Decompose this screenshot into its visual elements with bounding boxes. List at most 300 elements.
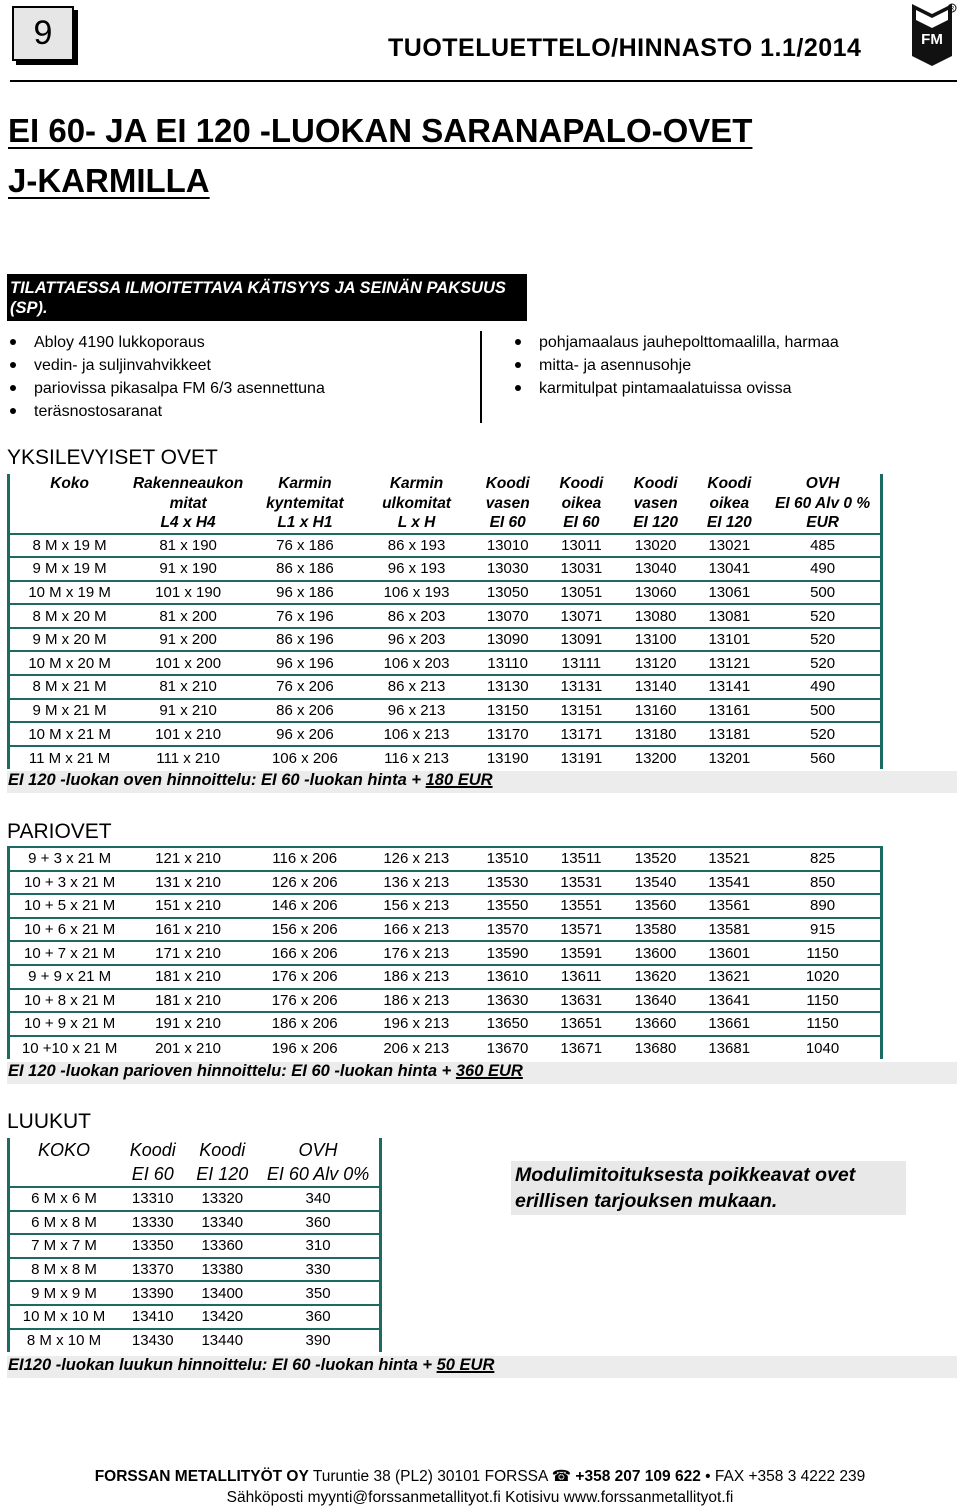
table-cell: 176 x 206 [247, 965, 363, 989]
table-cell: 86 x 196 [247, 628, 363, 652]
table-cell: 360 [257, 1211, 380, 1235]
table-cell: 8 M x 10 M [9, 1329, 119, 1353]
column-header-line: Koko [50, 475, 89, 492]
table-cell: 91 x 210 [129, 699, 247, 723]
column-header: OVH [257, 1138, 380, 1162]
main-title-line-1: EI 60- JA EI 120 -LUOKAN SARANAPALO-OVET [8, 112, 753, 149]
table-cell: 13521 [693, 847, 765, 871]
table-cell: 13531 [545, 871, 618, 895]
table-cell: 13161 [693, 699, 765, 723]
table-cell: 131 x 210 [129, 871, 247, 895]
table-cell: 13091 [545, 628, 618, 652]
table-cell: 13601 [693, 941, 765, 965]
single-doors-table [7, 474, 883, 769]
footer-line-1 [0, 1466, 960, 1487]
table-cell: 156 x 213 [362, 894, 470, 918]
table-cell: 116 x 206 [247, 847, 363, 871]
column-header-line: vasen [485, 494, 530, 512]
table-cell: 201 x 210 [129, 1036, 247, 1060]
table-cell: 13651 [545, 1012, 618, 1036]
table-cell: 8 M x 21 M [9, 675, 130, 699]
column-header-line: Koodi [707, 475, 752, 492]
table-cell: 500 [765, 699, 881, 723]
table-cell: 81 x 200 [129, 604, 247, 628]
column-header-line: EI 60 [563, 514, 600, 531]
table-cell: 7 M x 7 M [9, 1234, 119, 1258]
features-right-list [513, 331, 839, 400]
column-header-line: oikea [561, 494, 602, 512]
feature-item: mitta- ja asennusohje [513, 354, 839, 377]
column-header-line: Karmin [278, 475, 332, 492]
table-cell: 13130 [470, 675, 545, 699]
table-cell: 520 [765, 722, 881, 746]
table-cell: 1150 [765, 1012, 881, 1036]
table-cell: 91 x 190 [129, 557, 247, 581]
table-row [9, 534, 882, 558]
table-cell: 10 M x 19 M [9, 581, 130, 605]
column-header [765, 474, 881, 534]
table-cell: 96 x 186 [247, 581, 363, 605]
table-cell: 13340 [188, 1211, 258, 1235]
table-cell: 13051 [545, 581, 618, 605]
table-cell: 13390 [118, 1281, 188, 1305]
column-header-line: Koodi [633, 475, 678, 492]
table-row [9, 722, 882, 746]
column-header [545, 474, 618, 534]
table-cell: 86 x 193 [363, 534, 471, 558]
table-cell: 106 x 203 [363, 651, 471, 675]
table-cell: 101 x 190 [129, 581, 247, 605]
table-cell: 8 M x 19 M [9, 534, 130, 558]
footer-phone: +358 207 109 622 [575, 1468, 701, 1485]
table-cell: 9 + 9 x 21 M [9, 965, 130, 989]
column-header-line: Rakenneaukon [132, 475, 244, 492]
table-cell: 13171 [545, 722, 618, 746]
features-divider [480, 331, 482, 423]
table-cell: 13190 [470, 746, 545, 770]
column-header: KOKO [9, 1138, 119, 1162]
table-cell: 8 M x 20 M [9, 604, 130, 628]
table-cell: 76 x 186 [247, 534, 363, 558]
table-cell: 340 [257, 1187, 380, 1211]
table-row [9, 675, 882, 699]
table-cell: 156 x 206 [247, 918, 363, 942]
table-cell: 1040 [765, 1036, 881, 1060]
table-row [9, 1211, 381, 1235]
table-cell: 10 + 9 x 21 M [9, 1012, 130, 1036]
table-cell: 186 x 206 [247, 1012, 363, 1036]
features-left-list [8, 331, 325, 423]
table-cell: 13660 [618, 1012, 694, 1036]
table-row [9, 699, 882, 723]
table-cell: 13071 [545, 604, 618, 628]
table-cell: 176 x 213 [362, 941, 470, 965]
table-cell: 13011 [545, 534, 618, 558]
table-cell: 13141 [693, 675, 765, 699]
page-number: 9 [33, 14, 53, 52]
column-header-line: mitat [169, 494, 207, 512]
table-row [9, 847, 882, 871]
table-cell: 13120 [618, 651, 694, 675]
column-header: Koodi [199, 1140, 246, 1160]
table-cell: 13571 [545, 918, 618, 942]
table-cell: 76 x 206 [247, 675, 363, 699]
table-cell: 13550 [470, 894, 545, 918]
column-header: EI 60 Alv 0% [257, 1162, 380, 1187]
footer-line-2: Sähköposti myynti@forssanmetallityot.fi Kotisivu www.forssanmetallityot.fi [226, 1489, 734, 1506]
table-cell: 13070 [470, 604, 545, 628]
table-cell: 13111 [545, 651, 618, 675]
table-cell: 111 x 210 [129, 746, 247, 770]
column-header [363, 474, 471, 534]
table-cell: 13121 [693, 651, 765, 675]
footer-address: Turuntie 38 (PL2) 30101 FORSSA [308, 1468, 552, 1485]
column-header: EI 60 [131, 1164, 174, 1184]
table-cell: 13031 [545, 557, 618, 581]
table-cell: 13621 [693, 965, 765, 989]
table-cell: 1150 [765, 941, 881, 965]
column-header-line: L x H [397, 514, 436, 531]
table-row [9, 1036, 882, 1060]
column-header-line: L4 x H4 [160, 514, 216, 531]
table-cell: 86 x 186 [247, 557, 363, 581]
table-cell: 520 [765, 651, 881, 675]
column-header-line: EI 60 Alv 0 % [775, 494, 871, 512]
column-header [9, 1162, 119, 1187]
table-cell: 96 x 206 [247, 722, 363, 746]
hatch-header-row [9, 1162, 381, 1187]
double-note-text: EI 120 -luokan parioven hinnoittelu: EI 60 -luokan hinta + [8, 1062, 456, 1080]
table-cell: 10 + 5 x 21 M [9, 894, 130, 918]
feature-item: pariovissa pikasalpa FM 6/3 asennettuna [8, 377, 325, 400]
table-cell: 13140 [618, 675, 694, 699]
table-cell: 13581 [693, 918, 765, 942]
table-cell: 176 x 206 [247, 989, 363, 1013]
hatches-note-text: EI120 -luokan luukun hinnoittelu: EI 60 -luokan hinta + [8, 1356, 437, 1374]
order-notice: TILATTAESSA ILMOITETTAVA KÄTISYYS JA SEINÄN PAKSUUS (SP). [7, 274, 527, 321]
table-cell: 106 x 213 [363, 722, 471, 746]
double-doors-heading: PARIOVET [7, 820, 112, 843]
table-cell: 13310 [118, 1187, 188, 1211]
table-cell: 96 x 196 [247, 651, 363, 675]
table-cell: 825 [765, 847, 881, 871]
table-row [9, 604, 882, 628]
table-cell: 9 M x 19 M [9, 557, 130, 581]
hatches-heading: LUUKUT [7, 1110, 92, 1133]
table-cell: 81 x 190 [129, 534, 247, 558]
table-cell: 13641 [693, 989, 765, 1013]
table-cell: 10 + 7 x 21 M [9, 941, 130, 965]
column-header [129, 474, 247, 534]
table-cell: 13320 [188, 1187, 258, 1211]
single-doors-pricing-note [7, 771, 957, 793]
table-cell: 13010 [470, 534, 545, 558]
table-cell: 13590 [470, 941, 545, 965]
footer [0, 1466, 960, 1508]
table-cell: 13400 [188, 1281, 258, 1305]
table-cell: 6 M x 8 M [9, 1211, 119, 1235]
table-cell: 186 x 213 [362, 989, 470, 1013]
table-cell: 520 [765, 604, 881, 628]
table-cell: 1150 [765, 989, 881, 1013]
feature-item: vedin- ja suljinvahvikkeet [8, 354, 325, 377]
hatches-note-price: 50 EUR [436, 1356, 495, 1374]
table-cell: 126 x 213 [362, 847, 470, 871]
table-cell: 13170 [470, 722, 545, 746]
table-cell: 121 x 210 [129, 847, 247, 871]
double-doors-pricing-note [7, 1062, 957, 1084]
table-cell: 850 [765, 871, 881, 895]
table-cell: 13610 [470, 965, 545, 989]
table-row [9, 894, 882, 918]
table-cell: 13131 [545, 675, 618, 699]
single-note-price: 180 EUR [425, 771, 493, 789]
table-cell: 196 x 213 [362, 1012, 470, 1036]
table-cell: 13670 [470, 1036, 545, 1060]
table-cell: 350 [257, 1281, 380, 1305]
table-cell: 116 x 213 [363, 746, 471, 770]
table-cell: 13101 [693, 628, 765, 652]
table-cell: 10 +10 x 21 M [9, 1036, 130, 1060]
column-header-line: kyntemitat [266, 494, 344, 512]
table-cell: 9 M x 20 M [9, 628, 130, 652]
table-cell: 13530 [470, 871, 545, 895]
table-cell: 9 + 3 x 21 M [9, 847, 130, 871]
table-cell: 13541 [693, 871, 765, 895]
table-cell: 13650 [470, 1012, 545, 1036]
column-header-line: vasen [633, 494, 678, 512]
table-cell: 13370 [118, 1258, 188, 1282]
column-header-line: EI 120 [706, 514, 752, 531]
feature-item: karmitulpat pintamaalatuissa ovissa [513, 377, 839, 400]
table-cell: 161 x 210 [129, 918, 247, 942]
table-cell: 13551 [545, 894, 618, 918]
table-cell: 13681 [693, 1036, 765, 1060]
table-cell: 13510 [470, 847, 545, 871]
table-cell: 13671 [545, 1036, 618, 1060]
table-cell: 13360 [188, 1234, 258, 1258]
table-cell: 13620 [618, 965, 694, 989]
feature-item: pohjamaalaus jauhepolttomaalilla, harmaa [513, 331, 839, 354]
table-cell: 13181 [693, 722, 765, 746]
table-cell: 13180 [618, 722, 694, 746]
main-title-line-2: J-KARMILLA [8, 162, 210, 199]
table-cell: 13100 [618, 628, 694, 652]
footer-company: FORSSAN METALLITYÖT OY [94, 1468, 309, 1485]
table-cell: 181 x 210 [129, 989, 247, 1013]
table-row [9, 941, 882, 965]
table-cell: 96 x 193 [363, 557, 471, 581]
modular-notice: Modulimitoituksesta poikkeavat ovet erillisen tarjouksen mukaan. [511, 1161, 906, 1215]
phone-icon: ☎ [551, 1468, 572, 1485]
table-cell: 13060 [618, 581, 694, 605]
hatch-header-row [9, 1138, 381, 1162]
table-cell: 13191 [545, 746, 618, 770]
table-cell: 13611 [545, 965, 618, 989]
table-cell: 13150 [470, 699, 545, 723]
svg-text:R: R [949, 6, 955, 13]
table-cell: 490 [765, 557, 881, 581]
hatches-table [7, 1138, 382, 1352]
table-cell: 136 x 213 [362, 871, 470, 895]
table-cell: 13080 [618, 604, 694, 628]
column-header-line: L1 x H1 [277, 514, 333, 531]
hatches-pricing-note [7, 1356, 957, 1378]
single-table-header [9, 474, 882, 534]
table-cell: 500 [765, 581, 881, 605]
column-header: Koodi [129, 1140, 176, 1160]
table-row [9, 746, 882, 770]
table-cell: 151 x 210 [129, 894, 247, 918]
table-cell: 13110 [470, 651, 545, 675]
column-header [693, 474, 765, 534]
table-cell: 10 M x 20 M [9, 651, 130, 675]
table-cell: 171 x 210 [129, 941, 247, 965]
table-row [9, 651, 882, 675]
table-cell: 13201 [693, 746, 765, 770]
table-cell: 13631 [545, 989, 618, 1013]
table-cell: 13570 [470, 918, 545, 942]
page-number-box [12, 6, 74, 61]
table-row [9, 965, 882, 989]
column-header [247, 474, 363, 534]
table-cell: 490 [765, 675, 881, 699]
table-cell: 13030 [470, 557, 545, 581]
table-cell: 81 x 210 [129, 675, 247, 699]
table-row [9, 557, 882, 581]
table-cell: 186 x 213 [362, 965, 470, 989]
single-doors-heading: YKSILEVYISET OVET [7, 446, 218, 469]
table-cell: 10 + 3 x 21 M [9, 871, 130, 895]
column-header-line: EI 120 [633, 514, 679, 531]
column-header-line: EI 60 [489, 514, 526, 531]
table-cell: 13040 [618, 557, 694, 581]
table-cell: 13090 [470, 628, 545, 652]
table-cell: 10 M x 10 M [9, 1305, 119, 1329]
table-cell: 13430 [118, 1329, 188, 1353]
table-row [9, 1281, 381, 1305]
table-cell: 13020 [618, 534, 694, 558]
table-row [9, 1305, 381, 1329]
table-cell: 13630 [470, 989, 545, 1013]
double-doors-table [7, 846, 883, 1059]
table-row [9, 871, 882, 895]
table-cell: 8 M x 8 M [9, 1258, 119, 1282]
table-cell: 6 M x 6 M [9, 1187, 119, 1211]
table-cell: 196 x 206 [247, 1036, 363, 1060]
table-cell: 13350 [118, 1234, 188, 1258]
column-header-line: Koodi [559, 475, 604, 492]
table-row [9, 1012, 882, 1036]
table-cell: 13021 [693, 534, 765, 558]
table-row [9, 918, 882, 942]
feature-item: Abloy 4190 lukkoporaus [8, 331, 325, 354]
table-cell: 11 M x 21 M [9, 746, 130, 770]
table-cell: 13540 [618, 871, 694, 895]
table-cell: 86 x 203 [363, 604, 471, 628]
table-cell: 13680 [618, 1036, 694, 1060]
table-cell: 13640 [618, 989, 694, 1013]
table-row [9, 628, 882, 652]
table-cell: 13041 [693, 557, 765, 581]
table-cell: 126 x 206 [247, 871, 363, 895]
table-cell: 9 M x 9 M [9, 1281, 119, 1305]
table-cell: 96 x 203 [363, 628, 471, 652]
column-header-line: OVH [805, 475, 840, 492]
feature-item: teräsnostosaranat [8, 400, 325, 423]
table-cell: 13200 [618, 746, 694, 770]
table-cell: 1020 [765, 965, 881, 989]
logo-text: FM [921, 31, 943, 48]
double-note-price: 360 EUR [455, 1062, 523, 1080]
table-cell: 915 [765, 918, 881, 942]
table-cell: 10 + 6 x 21 M [9, 918, 130, 942]
table-row [9, 581, 882, 605]
table-row [9, 1187, 381, 1211]
column-header [470, 474, 545, 534]
table-cell: 10 M x 21 M [9, 722, 130, 746]
document-title: TUOTELUETTELO/HINNASTO 1.1/2014 [388, 34, 862, 62]
table-cell: 166 x 213 [362, 918, 470, 942]
fm-logo-icon [906, 0, 958, 66]
table-cell: 13380 [188, 1258, 258, 1282]
table-cell: 91 x 200 [129, 628, 247, 652]
column-header-line: oikea [709, 494, 750, 512]
company-logo [906, 0, 958, 66]
table-cell: 13420 [188, 1305, 258, 1329]
table-cell: 9 M x 21 M [9, 699, 130, 723]
table-cell: 86 x 213 [363, 675, 471, 699]
table-cell: 13440 [188, 1329, 258, 1353]
table-cell: 76 x 196 [247, 604, 363, 628]
table-cell: 13410 [118, 1305, 188, 1329]
table-cell: 890 [765, 894, 881, 918]
table-cell: 13050 [470, 581, 545, 605]
table-cell: 13520 [618, 847, 694, 871]
table-cell: 485 [765, 534, 881, 558]
table-cell: 520 [765, 628, 881, 652]
table-cell: 330 [257, 1258, 380, 1282]
table-cell: 13330 [118, 1211, 188, 1235]
footer-fax: • FAX +358 3 4222 239 [700, 1468, 866, 1485]
table-cell: 206 x 213 [362, 1036, 470, 1060]
table-cell: 13561 [693, 894, 765, 918]
single-note-text: EI 120 -luokan oven hinnoittelu: EI 60 -luokan hinta + [8, 771, 426, 789]
column-header [618, 474, 694, 534]
column-header: EI 120 [196, 1164, 249, 1184]
column-header-line: Koodi [485, 475, 530, 492]
table-cell: 146 x 206 [247, 894, 363, 918]
table-cell: 101 x 200 [129, 651, 247, 675]
column-header-line: EUR [806, 514, 839, 531]
table-cell: 181 x 210 [129, 965, 247, 989]
table-cell: 101 x 210 [129, 722, 247, 746]
table-cell: 106 x 206 [247, 746, 363, 770]
table-cell: 106 x 193 [363, 581, 471, 605]
table-cell: 13160 [618, 699, 694, 723]
table-cell: 13151 [545, 699, 618, 723]
column-header [9, 474, 130, 534]
table-cell: 13591 [545, 941, 618, 965]
header-rule [10, 80, 957, 82]
table-cell: 310 [257, 1234, 380, 1258]
table-cell: 13580 [618, 918, 694, 942]
table-row [9, 1234, 381, 1258]
table-row [9, 989, 882, 1013]
table-cell: 86 x 206 [247, 699, 363, 723]
table-cell: 13560 [618, 894, 694, 918]
table-cell: 10 + 8 x 21 M [9, 989, 130, 1013]
